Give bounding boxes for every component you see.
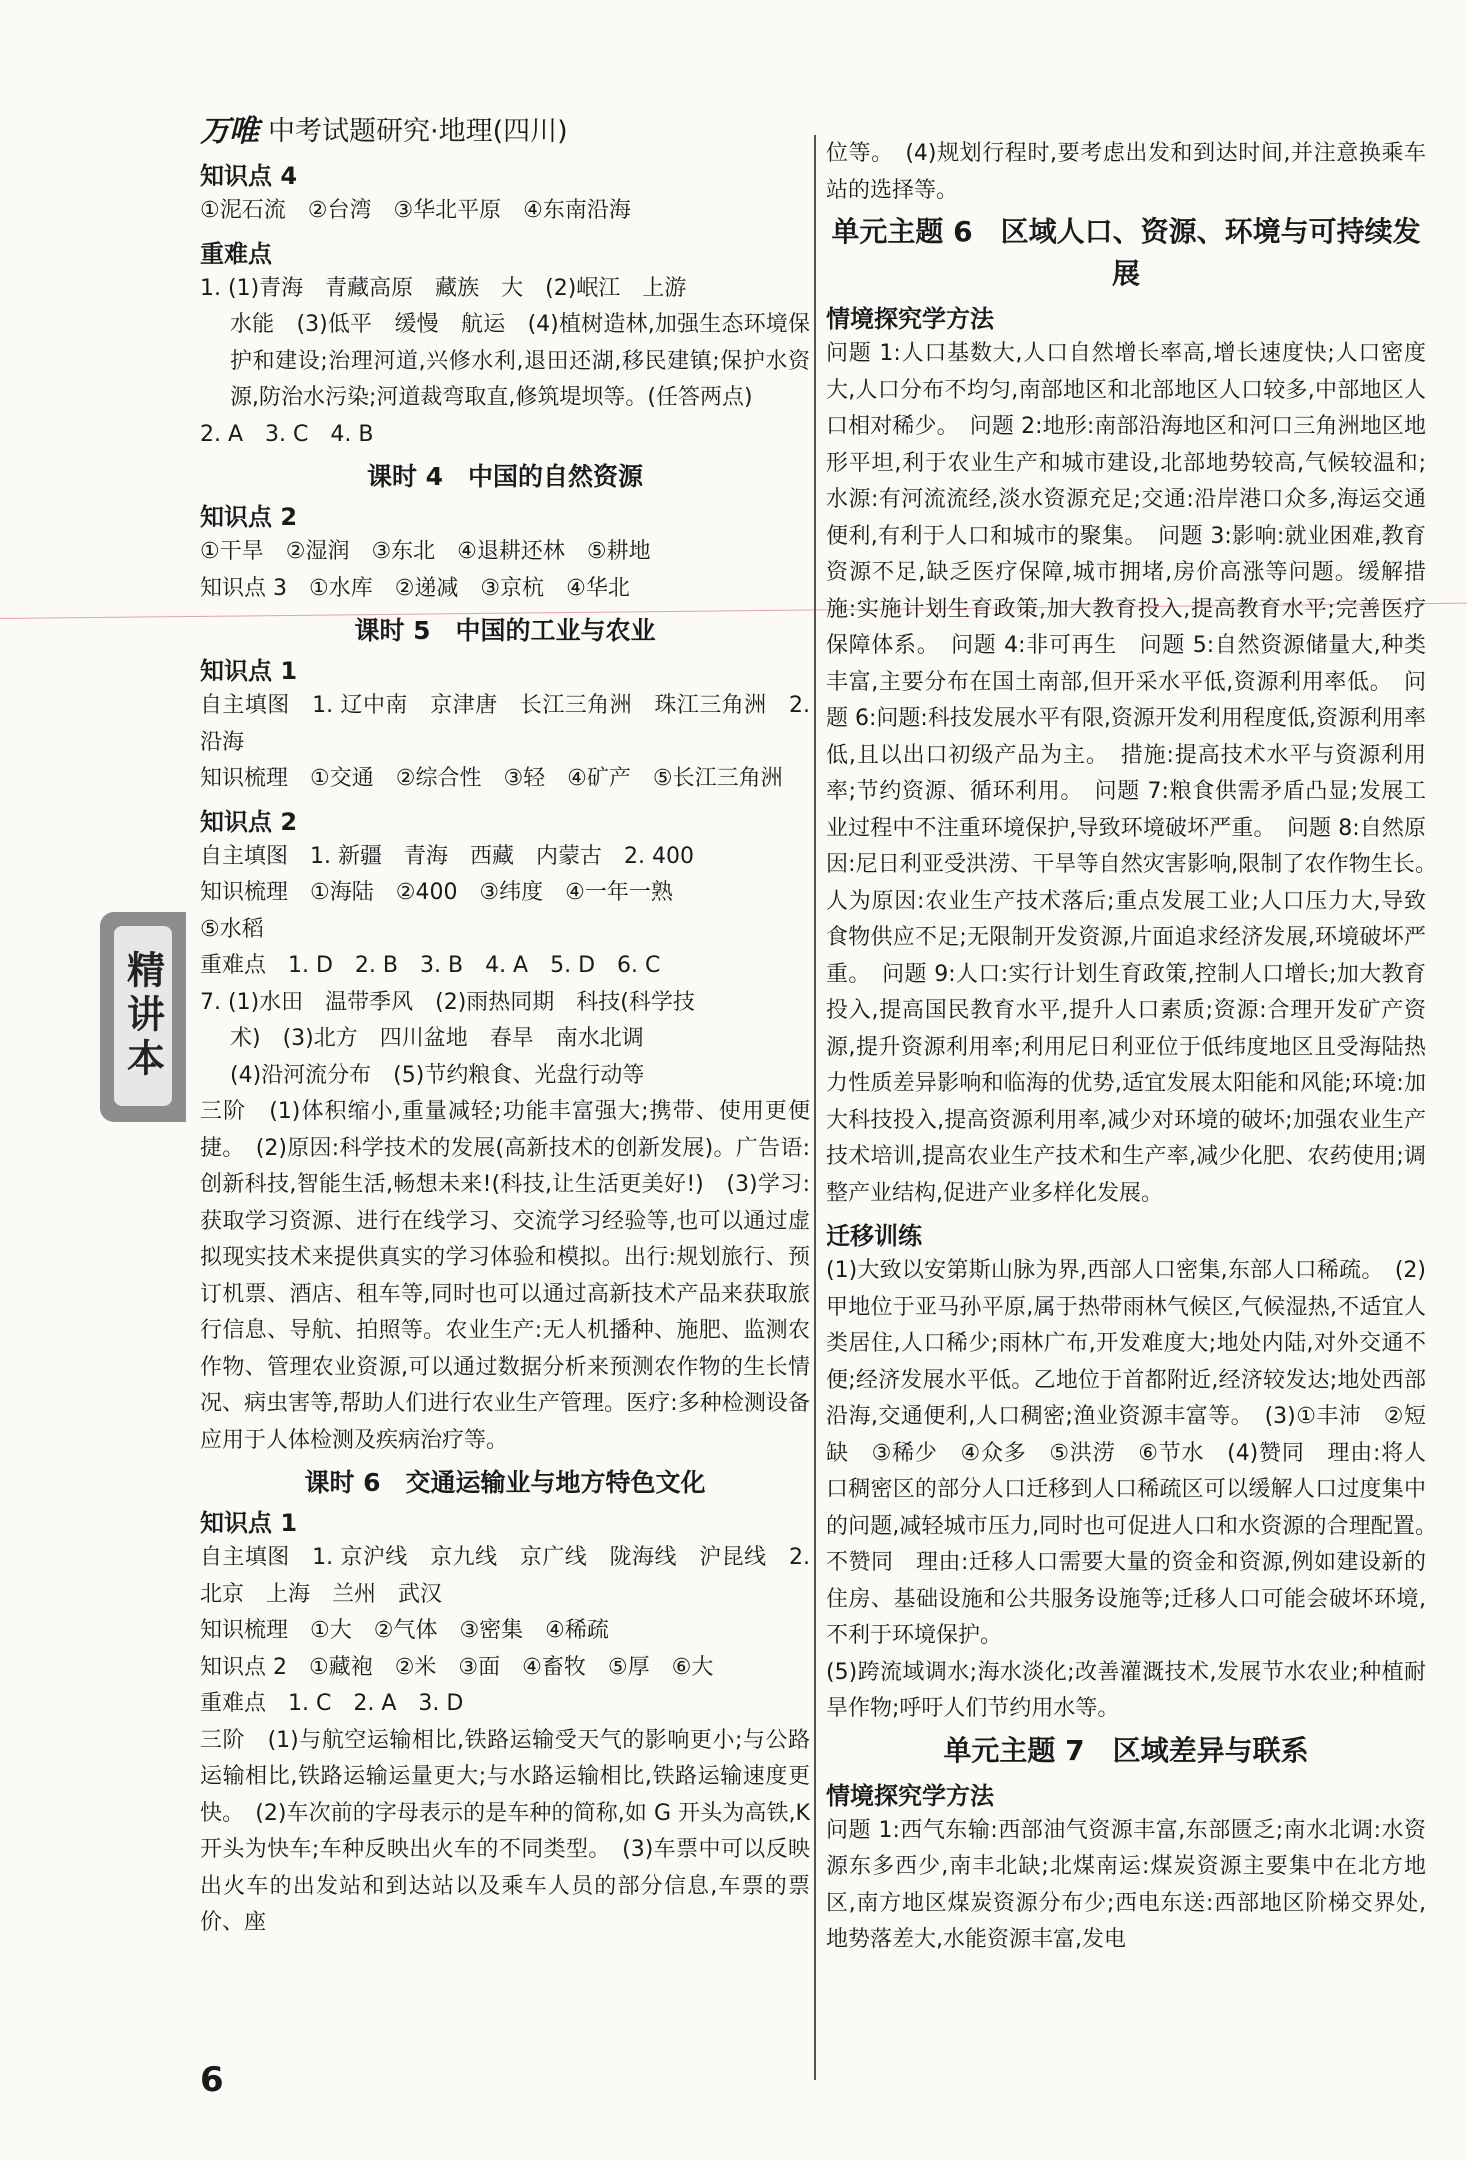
answer-paragraph: (1)大致以安第斯山脉为界,西部人口密集,东部人口稀疏。 (2)甲地位于亚马孙平原,属于热带雨林气候区,气候湿热,不适宜人类居住,人口稀少;雨林广布,开发难度大;地处内陆,对外交通不便;经济发展水平低。乙地位于首都附近,经济较发达;地处西部沿海,交通便利,人口稠密;渔业资源丰富等。 (3)①丰沛 ②短缺 ③稀少 ④众多 ⑤洪涝 ⑥节水 (4)赞同 理由:将人口稠密区的部分人口迁移到人口稀疏区可以缓解人口过度集中的问题,减轻城市压力,同时也可促进人口和水资源的合理配置。 不赞同 理由:迁移人口需要大量的资金和资源,例如建设新的住房、基础设施和公共服务设施等;迁移人口可能会破坏环境,不利于环境保护。 <box>826 1258 1449 1648</box>
answer-paragraph: 2. A 3. C 4. B <box>200 421 374 447</box>
unit-title: 单元主题 6 区域人口、资源、环境与可持续发展 <box>831 215 1421 290</box>
answer-paragraph: 重难点 1. C 2. A 3. D <box>200 1691 464 1716</box>
answer-paragraph: 知识梳理 ①大 ②气体 ③密集 ④稀疏 <box>200 1618 609 1643</box>
page-number: 6 <box>200 2060 224 2100</box>
lesson-title: 课时 4 中国的自然资源 <box>366 462 644 491</box>
section-heading: 知识点 1 <box>200 1509 298 1537</box>
answer-paragraph: 自主填图 1. 新疆 青海 西藏 内蒙古 2. 400 <box>200 843 694 869</box>
left-column <box>200 152 810 1942</box>
answer-paragraph: ⑤水稻 <box>200 916 264 942</box>
answer-paragraph: ①干旱 ②湿润 ③东北 ④退耕还林 ⑤耕地 <box>200 539 651 564</box>
section-heading: 情境探究学方法 <box>826 1781 994 1810</box>
answer-paragraph: 三阶 (1)与航空运输相比,铁路运输受天气的影响更小;与公路运输相比,铁路运输运量更大;与水路运输相比,铁路运输速度更快。 (2)车次前的字母表示的是车种的简称,如 G 开头为高铁,K 开头为快车;车种反映出火车的不同类型。 (3)车票中可以反映出火车的出发站和到达站以及乘车人员的部分信息,车票的票价、座 <box>200 1727 810 1935</box>
lesson-title: 课时 6 交通运输业与地方特色文化 <box>304 1468 706 1497</box>
answer-paragraph: 重难点 1. D 2. B 3. B 4. A 5. D 6. C <box>200 953 661 978</box>
answer-paragraph: ①泥石流 ②台湾 ③华北平原 ④东南沿海 <box>200 198 631 223</box>
lesson-title: 课时 5 中国的工业与农业 <box>354 616 656 645</box>
brand-logo: 万唯 <box>200 114 258 149</box>
section-heading: 知识点 2 <box>200 503 298 531</box>
right-column <box>826 136 1449 1959</box>
page-header <box>200 108 568 148</box>
answer-paragraph: 自主填图 1. 辽中南 京津唐 长江三角洲 珠江三角洲 2. 沿海 <box>200 693 810 755</box>
answer-paragraph: 水能 (3)低平 缓慢 航运 (4)植树造林,加强生态环境保护和建设;治理河道,兴修水利,退田还湖,移民建镇;保护水资源,防治水污染;河道裁弯取直,修筑堤坝等。(任答两点) <box>230 312 810 410</box>
section-heading: 知识点 1 <box>200 657 298 685</box>
answer-paragraph: 三阶 (1)体积缩小,重量减轻;功能丰富强大;携带、使用更便捷。 (2)原因:科学技术的发展(高新技术的创新发展)。广告语:创新科技,智能生活,畅想未来!(科技,让生活更美好!) (3)学习:获取学习资源、进行在线学习、交流学习经验等,也可以通过虚拟现实技术来提供真实的学习体验和模拟。出行:规划旅行、预订机票、酒店、租车等,同时也可以通过高新技术产品来获取旅行信息、导航、拍照等。农业生产:无人机播种、施肥、监测农作物、管理农业资源,可以通过数据分析来预测农作物的生长情况、病虫害等,帮助人们进行农业生产管理。医疗:多种检测设备应用于人体检测及疾病治疗等。 <box>200 1099 810 1453</box>
side-tab <box>100 912 186 1122</box>
section-heading: 情境探究学方法 <box>826 305 994 333</box>
answer-paragraph: 7. (1)水田 温带季风 (2)雨热同期 科技(科学技 <box>200 989 695 1015</box>
answer-paragraph: 知识点 2 ①藏袍 ②米 ③面 ④畜牧 ⑤厚 ⑥大 <box>200 1654 714 1680</box>
series-title: 中考试题研究·地理(四川) <box>268 115 568 147</box>
answer-paragraph: 自主填图 1. 京沪线 京九线 京广线 陇海线 沪昆线 2. 北京 上海 兰州 武汉 <box>200 1545 810 1607</box>
side-tab-label: 精讲本 <box>114 926 172 1106</box>
unit-title: 单元主题 7 区域差异与联系 <box>943 1733 1309 1767</box>
answer-paragraph: 知识梳理 ①交通 ②综合性 ③轻 ④矿产 ⑤长江三角洲 <box>200 766 783 791</box>
answer-paragraph: 术) (3)北方 四川盆地 春旱 南水北调 <box>230 1026 644 1051</box>
section-heading: 知识点 2 <box>200 807 298 836</box>
section-heading: 重难点 <box>200 239 272 268</box>
answer-paragraph: (4)沿河流分布 (5)节约粮食、光盘行动等 <box>230 1062 645 1088</box>
column-divider <box>814 135 816 2080</box>
answer-paragraph: (5)跨流域调水;海水淡化;改善灌溉技术,发展节水农业;种植耐旱作物;呼吁人们节约用水等。 <box>826 1659 1426 1721</box>
answer-paragraph: 问题 1:西气东输:西部油气资源丰富,东部匮乏;南水北调:水资源东多西少,南丰北缺;北煤南运:煤炭资源主要集中在北方地区,南方地区煤炭资源分布少;西电东送:西部地区阶梯交界处,地势落差大,水能资源丰富,发电 <box>826 1817 1426 1952</box>
answer-paragraph: 知识梳理 ①海陆 ②400 ③纬度 ④一年一熟 <box>200 880 673 905</box>
answer-paragraph: 位等。 (4)规划行程时,要考虑出发和到达时间,并注意换乘车站的选择等。 <box>826 141 1426 203</box>
section-heading: 知识点 4 <box>200 162 298 190</box>
answer-paragraph: 1. (1)青海 青藏高原 藏族 大 (2)岷江 上游 <box>200 275 687 301</box>
answer-paragraph: 问题 1:人口基数大,人口自然增长率高,增长速度快;人口密度大,人口分布不均匀,南部地区和北部地区人口较多,中部地区人口相对稀少。 问题 2:地形:南部沿海地区和河口三角洲地区地形平坦,利于农业生产和城市建设,北部地势较高,气候较温和;水源:有河流流经,淡水资源充足;交通:沿岸港口众多,海运交通便利,有利于人口和城市的聚集。 问题 3:影响:就业困难,教育资源不足,缺乏医疗保障,城市拥堵,房价高涨等问题。缓解措施:实施计划生育政策,加大教育投入,提高教育水平;完善医疗保障体系。 问题 4:非可再生 问题 5:自然资源储量大,种类丰富,主要分布在国土南部,但开采水平低,资源利用率低。 问题 6:问题:科技发展水平有限,资源开发利用程度低,资源利用率低,且以出口初级产品为主。 措施:提高技术水平与资源利用率;节约资源、循环利用。 问题 7:粮食供需矛盾凸显;发展工业过程中不注重环境保护,导致环境破坏严重。 问题 8:自然原因:尼日利亚受洪涝、干旱等自然灾害影响,限制了农作物生长。 人为原因:农业生产技术落后;重点发展工业;人口压力大,导致食物供应不足;无限制开发资源,片面追求经济发展,环境破坏严重。 问题 9:人口:实行计划生育政策,控制人口增长;加大教育投入,提高国民教育水平,提升人口素质;资源:合理开发矿产资源,提升资源利用率;利用尼日利亚位于低纬度地区且受海陆热力性质差异影响和临海的优势,适宜发展太阳能和风能;环境:加大科技投入,提高资源利用率,减少对环境的破坏;加强农业生产技术培训,提高农业生产技术和生产率,减少化肥、农药使用;调整产业结构,促进产业多样化发展。 <box>826 341 1449 1206</box>
answer-paragraph: 知识点 3 ①水库 ②递减 ③京杭 ④华北 <box>200 575 630 601</box>
section-heading: 迁移训练 <box>826 1222 922 1250</box>
